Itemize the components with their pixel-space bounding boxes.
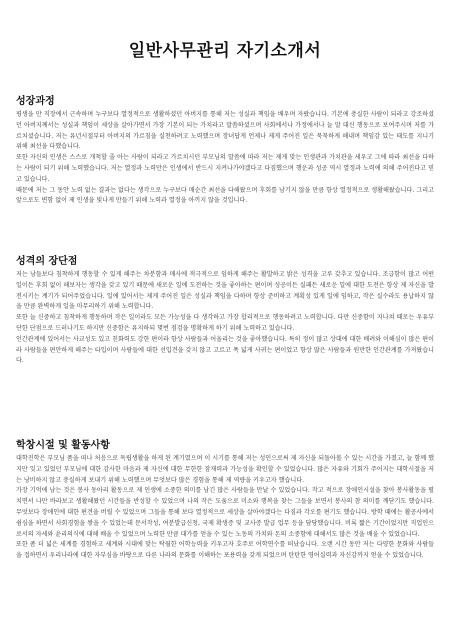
section-body-personality: 저는 남들보다 침착하게 행동할 수 있게 해주는 차분함과 매사에 적극적으로 임하게 해주는 활발하고 밝은 성격을 고루 갖추고 있습니다. 조급함이 많고 어떤 일이든 후회 없이 해보자는 생각을 갖고 있기 때문에 새로운 일에 도전하는 것을 좋아하는 편이며 성공이든 실패든 새로운 일에 대한 도전은 항상 제 자신을 발전시키는 계기가 되어주었습니다. 일에 있어서는 제게 주어진 일은 성실과 책임을 다하며 항상 준비하고 계획성 있게 일에 임하고, 작은 실수라도 용납하지 않을 만큼 완벽하게 일을 마무리하기 위해 노력합니다. 또한 늘 신중하고 침착하게 행동하며 작은 일이라도 모든 가능성을 다 생각하고 가장 합리적으로 행동하려고 노력합니다. 다만 신중함이 지나쳐 때로는 우유부단한 단점으로 드러나기도 하지만 신중함은 유지하되 몇번 점검을 명확하게 하기 위해 노력하고 있습니다. 인간관계에 있어서는 사교성도 있고 친화력도 강한 편이라 항상 사람들과 어울리는 것을 좋아했습니다. 특히 정이 많고 상대에 대한 배려와 이해심이 많은 편이라 사람들을 편안하게 해주는 타입이며 사람들에 대한 선입견을 갖지 않고 고르고 폭 넓게 사귀는 편이었고 항상 많은 사람들과 원만한 인간관계를 가져왔습니다.	[16, 271, 434, 365]
section-body-school-activities: 대학진학은 부모님 품을 떠나 처음으로 독립생활을 하게 된 계기였으며 이 시기를 통해 저는 성인으로써 제 자신을 되돌아볼 수 있는 시간을 가졌고, 늘 함께 했지만 잊고 있었던 부모님에 대한 감사한 마음과 제 자신에 대한 무한한 잠재력과 가능성을 확인할 수 있었습니다. 많은 자유와 기회가 주어지는 대학시절을 저는 낭비하지 않고 충실하게 보내기 위해 노력했으며 무엇보다 많은 경험을 통해 제 역량을 키우고자 했습니다. 가장 기억에 남는 것은 봉사 동아리 활동으로 제 인생에 소중한 의미를 남긴 많은 사람들을 만날 수 있었습니다. 작고 적으로 장애인시설을 찾아 봉사활동을 펼치면서 나만 바라보고 생활해왔던 시간들을 반성할 수 있었으며 나의 작은 도움으로 미소와 행복을 찾는 그들을 보면서 봉사의 참 의미를 깨닫기도 했습니다. 무엇보다 장애인에 대한 편견을 버릴 수 있었으며 그들을 통해 보다 열정적으로 세상을 살아야겠다는 다짐과 각오를 편기도 했습니다. 방학 때에는 활공사에서 쉼심을 하면서 사회경험을 쌓을 수 있었는데 문서작성, 여분발급신청, 국제 확생증 및 교사증 발급 업무 등을 담당했습니다. 비록 짧은 기간이었지만 직업인으로서의 자세와 윤리의식에 대해 배울 수 있었으며 노력한 만큼 대가를 얻을 수 있는 노동의 가치와 돈의 소중함에 대해서도 많은 것을 배울 수 있었습니다. 또한 좀 더 넓은 세계를 경험하고 세계와 시대에 맞는 탁월한 어학능력을 키우고자 호주로 어학연수를 떠났습니다. 오랜 시간 동안 저는 다양한 문화와 사람들을 접하면서 우리나라에 대한 자부심을 바탕으로 다른 나라의 문화를 이해하는 포용력을 갖게 되었으며 탄탄한 영어실력과 자신감까지 얻을 수 있었습니다.	[16, 455, 434, 560]
document-title: 일반사무관리 자기소개서	[128, 41, 322, 61]
section-body-growth: 평생을 만 직장에서 근속하며 누구보다 열정적으로 생활하셨던 아버지를 통해 저는 성실과 책임을 배우며 자랐습니다. 기본에 충실한 사람이 되라고 강조하셨던 아버지께서는 성실과 책임이 세상을 살아가면서 가장 기본이 되는 가치라고 말씀하셨으며 사회에서나 가정에서나 늘 말 대신 행동으로 보여주시며 저를 가르치셨습니다. 저는 유년시절부터 아버지의 가르침을 실천하려고 노력했으며 장녀답게 언제나 제게 주어진 일은 묵묵하게 해내며 책임감 있는 태도를 지니기 위해 최선을 다했습니다. 또한 자신의 인생은 스스로 개척할 줄 아는 사람이 되라고 가르치시던 부모님의 말씀에 따라 저는 제게 맞는 인생관과 가치관을 세우고 그에 따라 최선을 다하는 사람이 되기 위해 노력했습니다. 저는 열정과 노력만은 인생에서 반드시 지켜나가야겠다고 다짐했으며 행운과 성공 역시 열정과 노력에 의해 주어진다고 믿고 있습니다. 때문에 저는 그 동안 노력 없는 결과는 없다는 생각으로 누구보다 매순간 최선을 다해왔으며 후회를 남기지 않을 만큼 항상 열정적으로 생활해왔습니다. 그리고 앞으로도 변함 없이 제 인생을 빛나게 만들기 위해 노력과 열정을 아끼지 않을 것입니다.	[16, 111, 434, 205]
section-heading-personality: 성격의 장단점	[16, 256, 78, 267]
section-heading-growth: 성장과정	[16, 96, 55, 107]
section-heading-school-activities: 학창시절 및 활동사항	[16, 440, 110, 451]
